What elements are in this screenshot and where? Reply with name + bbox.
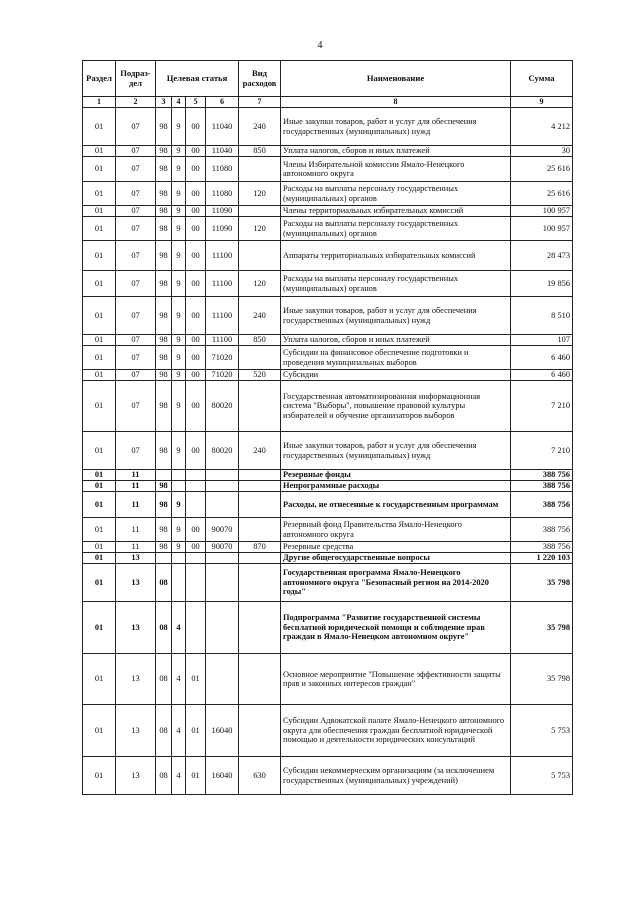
cell-name: Основное мероприятие "Повышение эффективности защиты прав и законных интересов граждан" <box>281 654 511 705</box>
cell-name: Субсидии <box>281 370 511 381</box>
cell-name: Непрограммные расходы <box>281 481 511 492</box>
cell-direction: 16040 <box>206 757 239 795</box>
cell-sum: 388 756 <box>511 518 573 542</box>
cell-razdel: 01 <box>83 553 116 564</box>
cell-activity: 00 <box>186 241 206 271</box>
cell-podrazdel: 13 <box>116 602 156 654</box>
cell-razdel: 01 <box>83 206 116 217</box>
cell-podrazdel: 07 <box>116 346 156 370</box>
cell-sum: 107 <box>511 335 573 346</box>
cell-sum: 388 756 <box>511 492 573 518</box>
cell-activity <box>186 602 206 654</box>
cell-sum: 25 616 <box>511 157 573 182</box>
page-number: 4 <box>317 40 323 51</box>
cell-activity: 00 <box>186 370 206 381</box>
col-number: 1 <box>83 97 116 108</box>
cell-expense-type <box>239 705 281 757</box>
cell-razdel: 01 <box>83 432 116 470</box>
cell-direction <box>206 492 239 518</box>
cell-podrazdel: 11 <box>116 542 156 553</box>
cell-podrazdel: 11 <box>116 481 156 492</box>
cell-direction: 71020 <box>206 346 239 370</box>
cell-activity: 00 <box>186 146 206 157</box>
cell-podrazdel: 07 <box>116 370 156 381</box>
column-number-row <box>83 97 573 108</box>
cell-activity: 01 <box>186 705 206 757</box>
cell-name: Иные закупки товаров, работ и услуг для обеспечения государственных (муниципальных) нужд <box>281 108 511 146</box>
cell-activity: 00 <box>186 206 206 217</box>
cell-program: 98 <box>156 206 172 217</box>
cell-direction: 11090 <box>206 217 239 241</box>
cell-podrazdel: 13 <box>116 564 156 602</box>
cell-subprogram: 9 <box>172 370 186 381</box>
cell-expense-type <box>239 241 281 271</box>
cell-expense-type: 870 <box>239 542 281 553</box>
cell-expense-type <box>239 381 281 432</box>
cell-direction: 11040 <box>206 108 239 146</box>
cell-razdel: 01 <box>83 241 116 271</box>
cell-sum: 8 510 <box>511 297 573 335</box>
cell-activity: 00 <box>186 182 206 206</box>
cell-expense-type <box>239 481 281 492</box>
col-number: 7 <box>239 97 281 108</box>
cell-subprogram: 9 <box>172 157 186 182</box>
cell-subprogram: 4 <box>172 757 186 795</box>
cell-razdel: 01 <box>83 705 116 757</box>
cell-direction: 71020 <box>206 370 239 381</box>
cell-subprogram: 9 <box>172 518 186 542</box>
table-row <box>83 335 573 346</box>
cell-sum: 28 473 <box>511 241 573 271</box>
cell-direction: 11100 <box>206 241 239 271</box>
cell-name: Резервные фонды <box>281 470 511 481</box>
cell-razdel: 01 <box>83 481 116 492</box>
cell-activity <box>186 470 206 481</box>
cell-expense-type: 120 <box>239 217 281 241</box>
cell-direction: 80020 <box>206 381 239 432</box>
cell-name: Уплата налогов, сборов и иных платежей <box>281 335 511 346</box>
cell-razdel: 01 <box>83 757 116 795</box>
cell-subprogram: 9 <box>172 206 186 217</box>
cell-name: Резервные средства <box>281 542 511 553</box>
cell-razdel: 01 <box>83 108 116 146</box>
cell-program: 98 <box>156 346 172 370</box>
cell-expense-type: 520 <box>239 370 281 381</box>
cell-subprogram: 4 <box>172 654 186 705</box>
cell-razdel: 01 <box>83 271 116 297</box>
cell-expense-type <box>239 470 281 481</box>
cell-sum: 388 756 <box>511 481 573 492</box>
cell-podrazdel: 07 <box>116 241 156 271</box>
cell-program: 08 <box>156 602 172 654</box>
cell-name: Уплата налогов, сборов и иных платежей <box>281 146 511 157</box>
cell-subprogram: 9 <box>172 241 186 271</box>
table-row <box>83 157 573 182</box>
cell-subprogram <box>172 470 186 481</box>
cell-razdel: 01 <box>83 346 116 370</box>
cell-activity: 00 <box>186 542 206 553</box>
cell-podrazdel: 07 <box>116 432 156 470</box>
cell-direction: 11080 <box>206 157 239 182</box>
cell-razdel: 01 <box>83 370 116 381</box>
cell-program: 98 <box>156 157 172 182</box>
cell-expense-type: 240 <box>239 108 281 146</box>
cell-subprogram: 9 <box>172 146 186 157</box>
col-number: 8 <box>281 97 511 108</box>
cell-activity: 00 <box>186 432 206 470</box>
cell-razdel: 01 <box>83 654 116 705</box>
cell-razdel: 01 <box>83 217 116 241</box>
cell-expense-type <box>239 346 281 370</box>
cell-name: Иные закупки товаров, работ и услуг для обеспечения государственных (муниципальных) нужд <box>281 432 511 470</box>
cell-podrazdel: 13 <box>116 705 156 757</box>
cell-direction <box>206 553 239 564</box>
cell-sum: 35 798 <box>511 654 573 705</box>
cell-sum: 19 856 <box>511 271 573 297</box>
cell-name: Субсидии Адвокатской палате Ямало-Ненецкого автономного округа для обеспечения граждан бесплатной юридической помощью и деятельности юридических консультаций <box>281 705 511 757</box>
table-row <box>83 518 573 542</box>
header-name: Наименование <box>281 61 511 97</box>
table-row <box>83 108 573 146</box>
cell-expense-type <box>239 206 281 217</box>
cell-program: 98 <box>156 481 172 492</box>
cell-direction: 90070 <box>206 518 239 542</box>
cell-program <box>156 470 172 481</box>
cell-subprogram: 9 <box>172 492 186 518</box>
cell-program: 98 <box>156 297 172 335</box>
cell-program: 98 <box>156 217 172 241</box>
cell-expense-type: 120 <box>239 271 281 297</box>
cell-podrazdel: 13 <box>116 654 156 705</box>
col-number: 9 <box>511 97 573 108</box>
cell-activity: 01 <box>186 757 206 795</box>
cell-sum: 30 <box>511 146 573 157</box>
cell-sum: 100 957 <box>511 206 573 217</box>
cell-activity <box>186 481 206 492</box>
cell-program: 98 <box>156 432 172 470</box>
cell-subprogram: 9 <box>172 335 186 346</box>
cell-name: Государственная программа Ямало-Ненецкого автономного округа "Безопасный регион на 2014-2020 годы" <box>281 564 511 602</box>
cell-expense-type: 120 <box>239 182 281 206</box>
cell-podrazdel: 07 <box>116 206 156 217</box>
table-row <box>83 654 573 705</box>
cell-podrazdel: 11 <box>116 518 156 542</box>
cell-subprogram <box>172 553 186 564</box>
cell-expense-type: 240 <box>239 297 281 335</box>
cell-direction <box>206 470 239 481</box>
cell-razdel: 01 <box>83 492 116 518</box>
cell-direction <box>206 654 239 705</box>
cell-subprogram: 9 <box>172 297 186 335</box>
cell-activity: 00 <box>186 381 206 432</box>
cell-razdel: 01 <box>83 470 116 481</box>
cell-expense-type <box>239 553 281 564</box>
cell-razdel: 01 <box>83 297 116 335</box>
table-row <box>83 271 573 297</box>
table-row <box>83 542 573 553</box>
cell-direction <box>206 481 239 492</box>
cell-sum: 6 460 <box>511 370 573 381</box>
header-target-article: Целевая статья <box>156 61 239 97</box>
cell-sum: 1 220 103 <box>511 553 573 564</box>
cell-podrazdel: 13 <box>116 553 156 564</box>
cell-subprogram: 9 <box>172 108 186 146</box>
cell-sum: 35 798 <box>511 564 573 602</box>
table-row <box>83 602 573 654</box>
cell-subprogram <box>172 564 186 602</box>
cell-activity <box>186 492 206 518</box>
cell-name: Расходы на выплаты персоналу государственных (муниципальных) органов <box>281 271 511 297</box>
cell-subprogram: 9 <box>172 542 186 553</box>
cell-name: Аппараты территориальных избирательных комиссий <box>281 241 511 271</box>
cell-subprogram: 9 <box>172 432 186 470</box>
table-row <box>83 481 573 492</box>
cell-razdel: 01 <box>83 518 116 542</box>
cell-razdel: 01 <box>83 564 116 602</box>
cell-sum: 5 753 <box>511 705 573 757</box>
cell-name: Члены территориальных избирательных комиссий <box>281 206 511 217</box>
cell-sum: 388 756 <box>511 470 573 481</box>
cell-name: Расходы на выплаты персоналу государственных (муниципальных) органов <box>281 182 511 206</box>
cell-direction <box>206 564 239 602</box>
cell-razdel: 01 <box>83 157 116 182</box>
cell-name: Подпрограмма "Развитие государственной системы бесплатной юридической помощи и соблюдение прав граждан в Ямало-Ненецком автономном округе" <box>281 602 511 654</box>
cell-direction: 11040 <box>206 146 239 157</box>
cell-subprogram: 4 <box>172 602 186 654</box>
cell-sum: 4 212 <box>511 108 573 146</box>
col-number: 5 <box>186 97 206 108</box>
col-number: 4 <box>172 97 186 108</box>
cell-program: 08 <box>156 757 172 795</box>
budget-table <box>82 60 573 795</box>
cell-direction <box>206 602 239 654</box>
cell-direction: 16040 <box>206 705 239 757</box>
table-row <box>83 381 573 432</box>
cell-razdel: 01 <box>83 335 116 346</box>
cell-expense-type <box>239 654 281 705</box>
table-row <box>83 432 573 470</box>
header-sum: Сумма <box>511 61 573 97</box>
cell-expense-type <box>239 602 281 654</box>
col-number: 6 <box>206 97 239 108</box>
cell-program: 98 <box>156 182 172 206</box>
cell-subprogram: 9 <box>172 217 186 241</box>
header-expense-type: Вид расходов <box>239 61 281 97</box>
cell-activity: 00 <box>186 108 206 146</box>
table-row <box>83 564 573 602</box>
table-row <box>83 206 573 217</box>
cell-sum: 5 753 <box>511 757 573 795</box>
cell-program: 08 <box>156 564 172 602</box>
col-number: 3 <box>156 97 172 108</box>
cell-subprogram: 9 <box>172 271 186 297</box>
cell-activity: 00 <box>186 297 206 335</box>
cell-program: 98 <box>156 241 172 271</box>
cell-program: 98 <box>156 542 172 553</box>
cell-sum: 35 798 <box>511 602 573 654</box>
table-row <box>83 146 573 157</box>
cell-expense-type: 630 <box>239 757 281 795</box>
cell-subprogram: 4 <box>172 705 186 757</box>
cell-name: Члены Избирательной комиссии Ямало-Ненецкого автономного округа <box>281 157 511 182</box>
cell-direction: 11090 <box>206 206 239 217</box>
cell-program: 98 <box>156 146 172 157</box>
cell-subprogram: 9 <box>172 182 186 206</box>
cell-direction: 80020 <box>206 432 239 470</box>
cell-razdel: 01 <box>83 602 116 654</box>
cell-program: 98 <box>156 108 172 146</box>
cell-name: Расходы на выплаты персоналу государственных (муниципальных) органов <box>281 217 511 241</box>
cell-activity: 00 <box>186 217 206 241</box>
cell-subprogram: 9 <box>172 346 186 370</box>
table-row <box>83 241 573 271</box>
cell-activity: 00 <box>186 271 206 297</box>
cell-expense-type: 240 <box>239 432 281 470</box>
cell-sum: 100 957 <box>511 217 573 241</box>
table-row <box>83 470 573 481</box>
cell-podrazdel: 07 <box>116 108 156 146</box>
cell-expense-type: 850 <box>239 335 281 346</box>
cell-podrazdel: 07 <box>116 182 156 206</box>
table-row <box>83 705 573 757</box>
cell-razdel: 01 <box>83 542 116 553</box>
cell-activity <box>186 553 206 564</box>
cell-podrazdel: 11 <box>116 470 156 481</box>
cell-expense-type <box>239 492 281 518</box>
cell-program: 08 <box>156 654 172 705</box>
cell-subprogram <box>172 481 186 492</box>
table-row <box>83 492 573 518</box>
table-row <box>83 757 573 795</box>
cell-activity: 00 <box>186 346 206 370</box>
cell-program: 98 <box>156 271 172 297</box>
header-podrazdel: Подраз-дел <box>116 61 156 97</box>
col-number: 2 <box>116 97 156 108</box>
cell-direction: 90070 <box>206 542 239 553</box>
cell-razdel: 01 <box>83 182 116 206</box>
cell-direction: 11100 <box>206 297 239 335</box>
table-row <box>83 370 573 381</box>
cell-sum: 25 616 <box>511 182 573 206</box>
cell-program: 98 <box>156 518 172 542</box>
cell-expense-type <box>239 518 281 542</box>
cell-podrazdel: 07 <box>116 297 156 335</box>
cell-name: Расходы, не отнесенные к государственным программам <box>281 492 511 518</box>
cell-activity <box>186 564 206 602</box>
cell-name: Иные закупки товаров, работ и услуг для обеспечения государственных (муниципальных) нужд <box>281 297 511 335</box>
cell-podrazdel: 11 <box>116 492 156 518</box>
header-razdel: Раздел <box>83 61 116 97</box>
cell-sum: 388 756 <box>511 542 573 553</box>
cell-razdel: 01 <box>83 381 116 432</box>
cell-activity: 00 <box>186 335 206 346</box>
cell-program: 98 <box>156 370 172 381</box>
cell-name: Резервный фонд Правительства Ямало-Ненецкого автономного округа <box>281 518 511 542</box>
cell-podrazdel: 07 <box>116 157 156 182</box>
cell-program <box>156 553 172 564</box>
cell-expense-type: 850 <box>239 146 281 157</box>
table-row <box>83 297 573 335</box>
cell-direction: 11080 <box>206 182 239 206</box>
cell-name: Государственная автоматизированная информационная система "Выборы", повышение правовой культуры избирателей и обучение организаторов выборов <box>281 381 511 432</box>
cell-sum: 7 210 <box>511 432 573 470</box>
table-row <box>83 553 573 564</box>
cell-podrazdel: 07 <box>116 381 156 432</box>
table-row <box>83 346 573 370</box>
cell-activity: 01 <box>186 654 206 705</box>
table-row <box>83 217 573 241</box>
cell-subprogram: 9 <box>172 381 186 432</box>
cell-expense-type <box>239 564 281 602</box>
cell-podrazdel: 07 <box>116 271 156 297</box>
cell-name: Субсидии на финансовое обеспечение подготовки и проведения муниципальных выборов <box>281 346 511 370</box>
cell-sum: 7 210 <box>511 381 573 432</box>
cell-podrazdel: 07 <box>116 217 156 241</box>
cell-activity: 00 <box>186 157 206 182</box>
cell-podrazdel: 07 <box>116 335 156 346</box>
cell-podrazdel: 07 <box>116 146 156 157</box>
cell-direction: 11100 <box>206 335 239 346</box>
cell-name: Другие общегосударственные вопросы <box>281 553 511 564</box>
cell-program: 98 <box>156 492 172 518</box>
cell-expense-type <box>239 157 281 182</box>
cell-razdel: 01 <box>83 146 116 157</box>
cell-name: Субсидии некоммерческим организациям (за исключением государственных (муниципальных) учреждений) <box>281 757 511 795</box>
cell-sum: 6 460 <box>511 346 573 370</box>
cell-activity: 00 <box>186 518 206 542</box>
cell-program: 98 <box>156 335 172 346</box>
cell-program: 08 <box>156 705 172 757</box>
cell-direction: 11100 <box>206 271 239 297</box>
cell-podrazdel: 13 <box>116 757 156 795</box>
cell-program: 98 <box>156 381 172 432</box>
table-row <box>83 182 573 206</box>
